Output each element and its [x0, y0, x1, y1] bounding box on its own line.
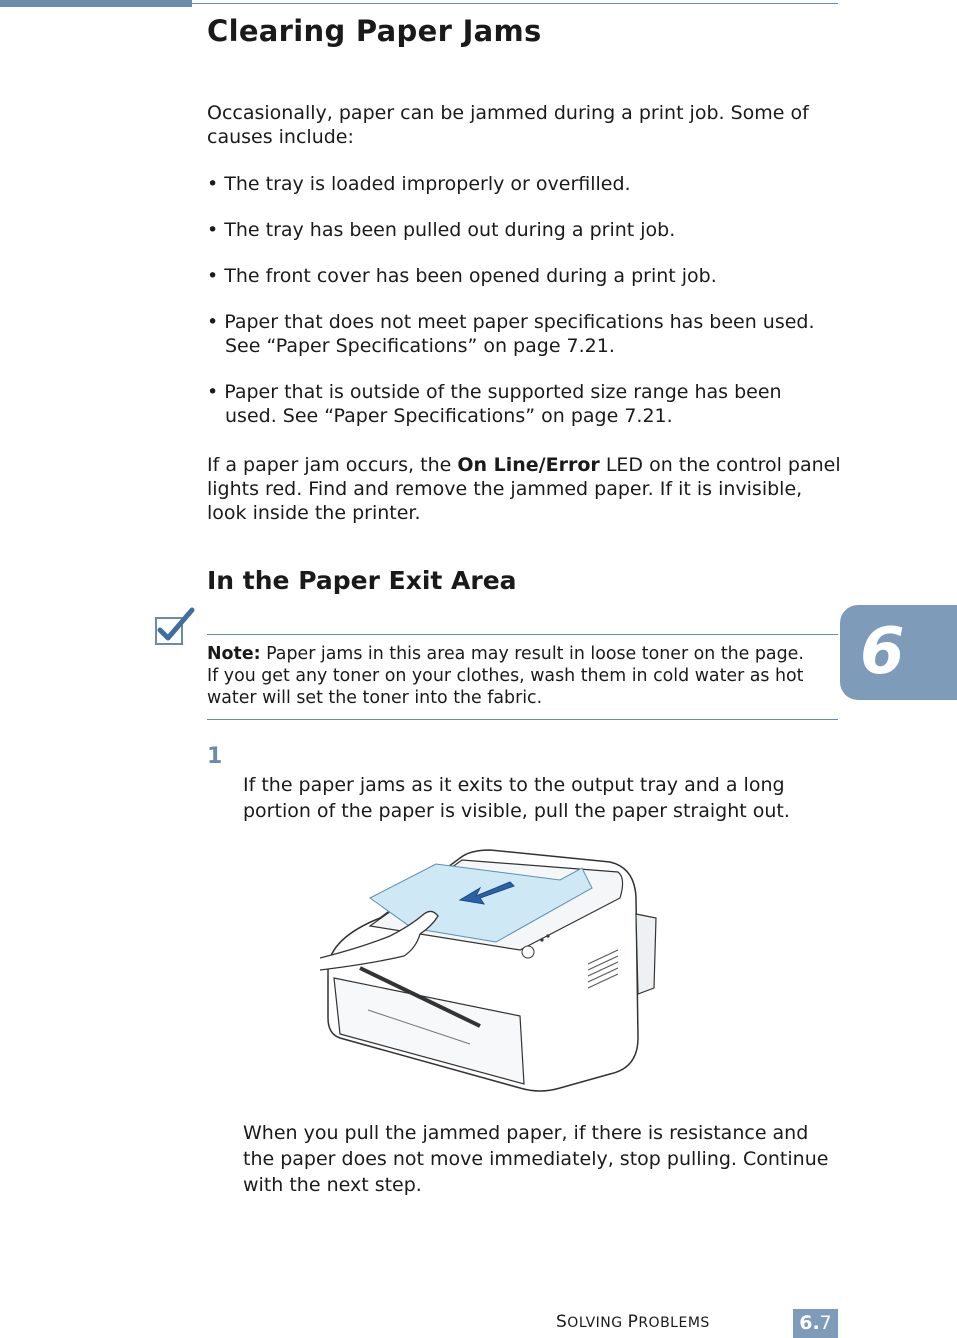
bullet-continuation: used. See “Paper Specifications” on page 7.21. — [225, 405, 673, 427]
printer-illustration — [320, 838, 660, 1098]
checkmark-icon — [152, 606, 196, 646]
header-accent-bar — [0, 0, 192, 7]
bullet-item — [207, 310, 847, 358]
note-label: Note: — [207, 644, 261, 664]
note-body: Paper jams in this area may result in loose toner on the page. If you get any toner on your clothes, wash them in cold water as hot water will set the toner into the fabric. — [207, 644, 804, 708]
bullet-item — [207, 264, 847, 288]
step-followup-text: When you pull the jammed paper, if there is resistance and the paper does not move immediately, stop pulling. Continue with the next step. — [243, 1122, 829, 1196]
bullet-text: • The tray has been pulled out during a print job. — [207, 219, 676, 241]
led-keyword: On Line/Error — [457, 454, 600, 476]
page-number: 6.7 — [793, 1309, 838, 1338]
page-title: Clearing Paper Jams — [207, 14, 542, 48]
note-text — [207, 643, 817, 709]
jam-text-before: If a paper jam occurs, the — [207, 454, 458, 476]
jam-text-after: LED on the control panel lights red. Find and remove the jammed paper. If it is invisible, look inside the printer. — [207, 454, 841, 524]
bullet-text: • The tray is loaded improperly or overfilled. — [207, 173, 631, 195]
footer-section-label: SOLVING PROBLEMS — [556, 1312, 710, 1332]
note-rule-bottom — [207, 719, 838, 720]
step-number: 1 — [207, 744, 223, 769]
bullet-text: • Paper that does not meet paper specifications has been used. — [207, 311, 815, 333]
note-rule-top — [207, 634, 838, 635]
bullet-item — [207, 218, 847, 242]
section-title: In the Paper Exit Area — [207, 566, 517, 595]
step-text: If the paper jams as it exits to the output tray and a long portion of the paper is visible, pull the paper straight out. — [243, 774, 790, 822]
bullet-item — [207, 380, 847, 428]
bullet-text: • The front cover has been opened during a print job. — [207, 265, 717, 287]
header-rule — [192, 3, 838, 4]
bullet-item — [207, 172, 847, 196]
chapter-tab: 6 — [840, 605, 957, 700]
jam-paragraph — [207, 453, 847, 525]
bullet-text: • Paper that is outside of the supported size range has been — [207, 381, 782, 403]
bullet-continuation: See “Paper Specifications” on page 7.21. — [225, 335, 615, 357]
intro-paragraph: Occasionally, paper can be jammed during a print job. Some of causes include: — [207, 102, 809, 148]
